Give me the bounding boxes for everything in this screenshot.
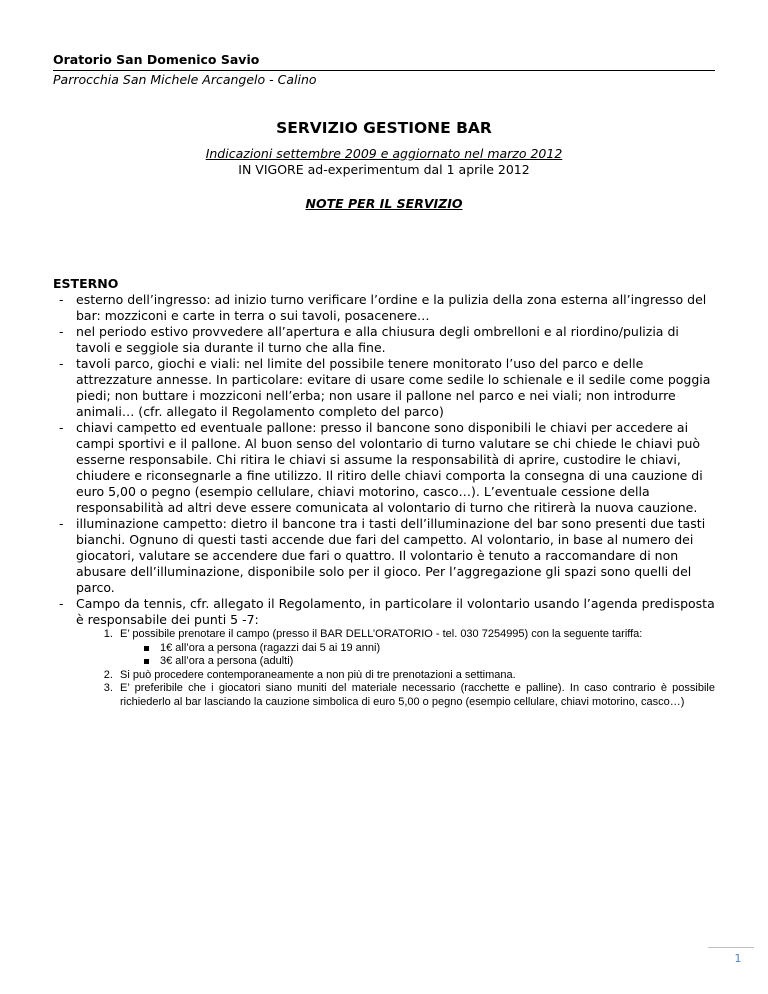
tennis-rule: 3. E’ preferibile che i giocatori siano muniti del materiale necessario (racchette e palline). In caso contrario è possibile richiederlo al bar lasciando la cauzione simbolica di euro 5,00 o pegno (esempio cellulare, chiavi motorino, casco…) xyxy=(116,682,715,709)
tariff-list xyxy=(120,642,715,669)
list-item: - esterno dell’ingresso: ad inizio turno verificare l’ordine e la pulizia della zona esterna all’ingresso del bar: mozziconi e carte in terra o sui tavoli, posacenere… xyxy=(53,292,715,324)
page-number-rule xyxy=(708,947,754,948)
tariff-item: 1€ all’ora a persona (ragazzi dai 5 ai 19 anni) xyxy=(140,642,715,656)
document-title: SERVIZIO GESTIONE BAR xyxy=(276,119,492,137)
list-item: - illuminazione campetto: dietro il bancone tra i tasti dell’illuminazione del bar sono presenti due tasti bianchi. Ognuno di questi tasti accende due fari del campetto. Al volontario, in base al numero dei giocatori, valutare se accendere due fari o quattro. Il volontario è tenuto a raccomandare di non abusare dell’illuminazione, disponibile solo per il gioco. Per l’aggregazione gli spazi sono quelli del parco. xyxy=(53,516,715,596)
title-block xyxy=(53,118,715,212)
tennis-intro: Campo da tennis, cfr. allegato il Regolamento, in particolare il volontario usando l’agenda predisposta è responsabile dei punti 5 -7: xyxy=(76,596,715,627)
list-item-tennis xyxy=(53,596,715,709)
tennis-rules-list xyxy=(76,628,715,709)
tennis-rule-text: E’ possibile prenotare il campo (presso il BAR DELL’ORATORIO - tel. 030 7254995) con la seguente tariffa: xyxy=(120,628,643,640)
parish-name: Parrocchia San Michele Arcangelo - Calino xyxy=(53,70,715,88)
section-heading-esterno: ESTERNO xyxy=(53,276,119,291)
document-subtitle: Indicazioni settembre 2009 e aggiornato nel marzo 2012 xyxy=(205,146,563,161)
document-body xyxy=(53,276,715,709)
validity-note: IN VIGORE ad-experimentum dal 1 aprile 2012 xyxy=(238,162,530,177)
tennis-rule: 2. Si può procedere contemporaneamente a non più di tre prenotazioni a settimana. xyxy=(116,669,715,683)
tariff-item: 3€ all’ora a persona (adulti) xyxy=(140,655,715,669)
list-item: - nel periodo estivo provvedere all’apertura e alla chiusura degli ombrelloni e al riordino/pulizia di tavoli e seggiole sia durante il turno che alla fine. xyxy=(53,324,715,356)
page-number: 1 xyxy=(734,952,742,965)
organization-name: Oratorio San Domenico Savio xyxy=(53,52,260,67)
list-item: - tavoli parco, giochi e viali: nel limite del possibile tenere monitorato l’uso del parco e delle attrezzature annesse. In particolare: evitare di usare come sedile lo schienale e il sedile come poggia piedi; non buttare i mozziconi nell’erba; non usare il pallone nel parco e nei viali; non introdurre animali… (cfr. allegato il Regolamento completo del parco) xyxy=(53,356,715,420)
page-header xyxy=(53,52,715,88)
list-item: - chiavi campetto ed eventuale pallone: presso il bancone sono disponibili le chiavi per accedere ai campi sportivi e il pallone. Al buon senso del volontario di turno valutare se chi chiede le chiavi può esserne responsabile. Chi ritira le chiavi si assume la responsabilità di aprire, custodire le chiavi, chiudere e riconsegnarle a fine utilizzo. Il ritiro delle chiavi comporta la consegna di una cauzione di euro 5,00 o pegno (esempio cellulare, chiavi motorino, casco…). L’eventuale cessione della responsabilità ad altri deve essere comunicata al volontario di turno che ritirerà la nuova cauzione. xyxy=(53,420,715,516)
tennis-rule xyxy=(116,628,715,669)
notes-heading: NOTE PER IL SERVIZIO xyxy=(305,196,463,211)
dash-list xyxy=(53,292,715,709)
